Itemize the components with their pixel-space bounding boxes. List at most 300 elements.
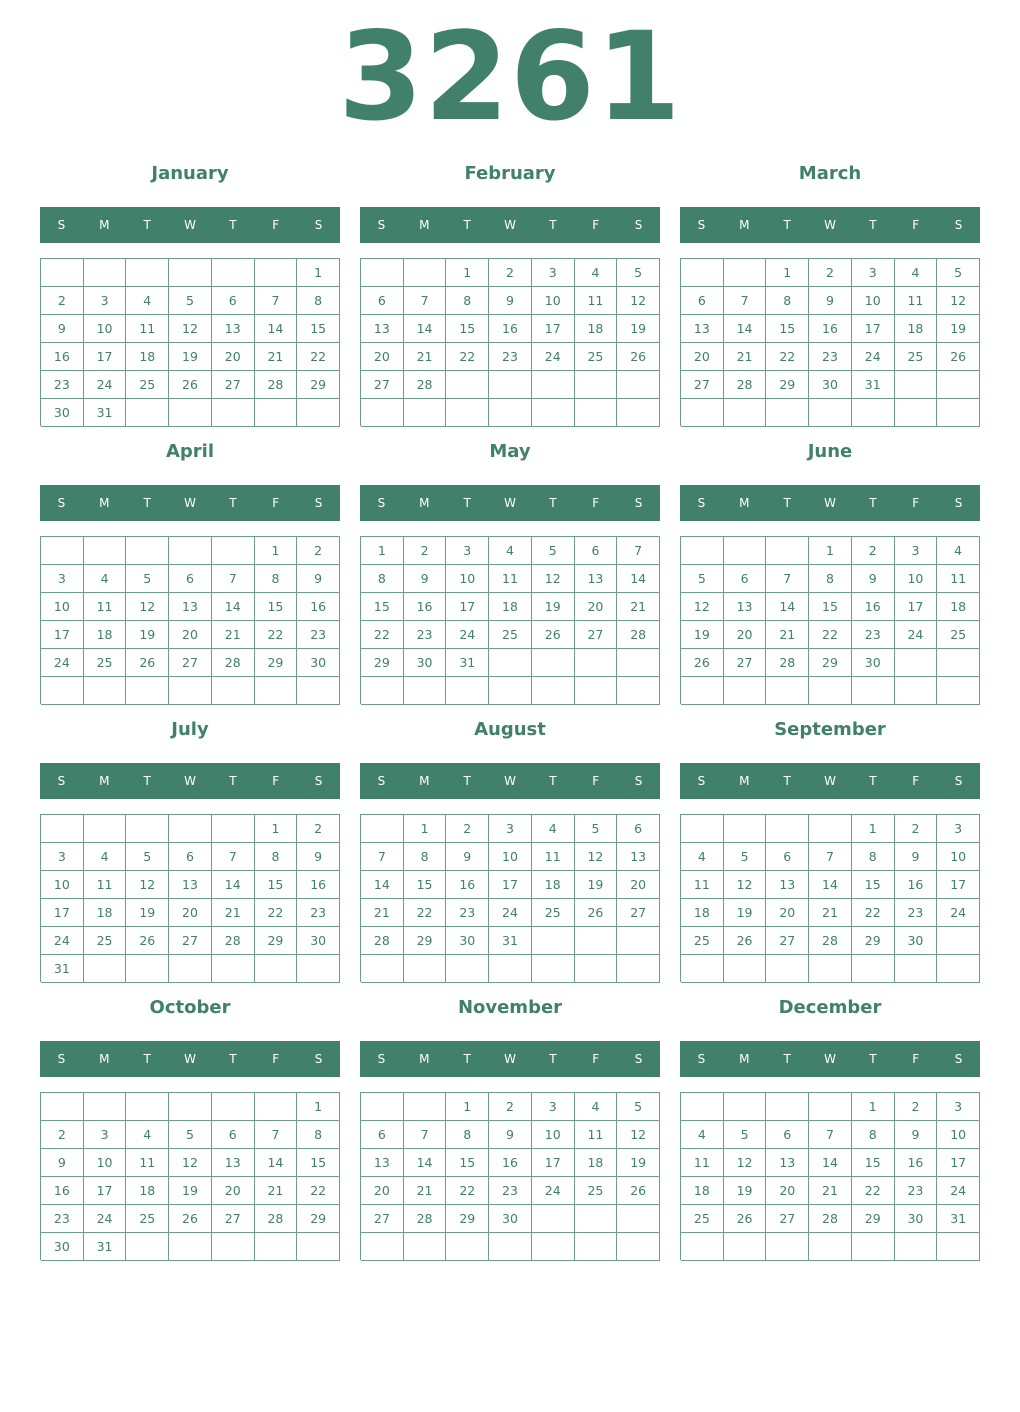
day-cell: 21	[617, 593, 660, 621]
empty-day-cell	[532, 1205, 575, 1233]
day-cell: 11	[489, 565, 532, 593]
weekday-label: F	[912, 496, 920, 510]
day-cell: 15	[255, 593, 298, 621]
empty-day-cell	[126, 537, 169, 565]
day-cell: 31	[937, 1205, 980, 1233]
day-cell: 27	[169, 927, 212, 955]
day-cell: 11	[532, 843, 575, 871]
days-grid	[360, 1092, 660, 1260]
empty-day-cell	[297, 399, 340, 427]
weekday-label: W	[184, 774, 196, 788]
day-cell: 23	[809, 343, 852, 371]
day-cell: 22	[297, 1177, 340, 1205]
weekday-label: T	[783, 774, 791, 788]
day-cell: 1	[255, 537, 298, 565]
empty-day-cell	[617, 399, 660, 427]
day-cell: 17	[41, 621, 84, 649]
day-cell: 22	[766, 343, 809, 371]
weekday-label: S	[314, 1052, 323, 1066]
day-cell: 22	[297, 343, 340, 371]
day-cell: 28	[212, 649, 255, 677]
day-cell: 29	[852, 1205, 895, 1233]
day-cell: 9	[404, 565, 447, 593]
day-cell: 11	[937, 565, 980, 593]
weekday-label: S	[954, 496, 963, 510]
day-cell: 10	[937, 843, 980, 871]
weekday-label: T	[869, 218, 877, 232]
weekday-label: W	[504, 774, 516, 788]
day-cell: 3	[852, 259, 895, 287]
empty-day-cell	[212, 815, 255, 843]
day-cell: 13	[212, 1149, 255, 1177]
weekday-label: S	[954, 1052, 963, 1066]
empty-day-cell	[361, 1093, 404, 1121]
day-cell: 18	[575, 315, 618, 343]
day-cell: 27	[361, 1205, 404, 1233]
weekday-label: T	[143, 1052, 151, 1066]
day-cell: 23	[895, 899, 938, 927]
day-cell: 29	[809, 649, 852, 677]
empty-day-cell	[724, 1233, 767, 1261]
day-cell: 21	[809, 1177, 852, 1205]
empty-day-cell	[895, 399, 938, 427]
day-cell: 10	[41, 871, 84, 899]
empty-day-cell	[255, 1233, 298, 1261]
day-cell: 14	[255, 1149, 298, 1177]
day-cell: 9	[41, 1149, 84, 1177]
day-cell: 19	[681, 621, 724, 649]
day-cell: 27	[681, 371, 724, 399]
day-cell: 18	[575, 1149, 618, 1177]
day-cell: 16	[404, 593, 447, 621]
day-cell: 17	[937, 1149, 980, 1177]
day-cell: 15	[852, 871, 895, 899]
empty-day-cell	[617, 677, 660, 705]
day-cell: 2	[489, 259, 532, 287]
day-cell: 15	[297, 1149, 340, 1177]
empty-day-cell	[297, 955, 340, 983]
day-cell: 27	[724, 649, 767, 677]
day-cell: 20	[724, 621, 767, 649]
day-cell: 18	[895, 315, 938, 343]
day-cell: 16	[852, 593, 895, 621]
day-cell: 7	[724, 287, 767, 315]
weekday-label: T	[783, 1052, 791, 1066]
empty-day-cell	[724, 259, 767, 287]
weekday-label: S	[954, 774, 963, 788]
day-cell: 30	[41, 1233, 84, 1261]
day-cell: 1	[766, 259, 809, 287]
weekday-label: F	[592, 496, 600, 510]
day-cell: 5	[681, 565, 724, 593]
day-cell: 17	[489, 871, 532, 899]
day-cell: 17	[852, 315, 895, 343]
empty-day-cell	[255, 259, 298, 287]
day-cell: 18	[532, 871, 575, 899]
weekday-label: W	[504, 1052, 516, 1066]
day-cell: 2	[297, 815, 340, 843]
empty-day-cell	[489, 371, 532, 399]
empty-day-cell	[575, 371, 618, 399]
empty-day-cell	[681, 955, 724, 983]
empty-day-cell	[809, 955, 852, 983]
empty-day-cell	[681, 677, 724, 705]
empty-day-cell	[852, 955, 895, 983]
day-cell: 15	[297, 315, 340, 343]
day-cell: 31	[84, 1233, 127, 1261]
day-cell: 9	[446, 843, 489, 871]
day-cell: 1	[852, 1093, 895, 1121]
empty-day-cell	[575, 1205, 618, 1233]
day-cell: 15	[766, 315, 809, 343]
day-cell: 3	[532, 1093, 575, 1121]
day-cell: 9	[489, 287, 532, 315]
day-cell: 10	[532, 1121, 575, 1149]
day-cell: 26	[169, 371, 212, 399]
empty-day-cell	[212, 259, 255, 287]
day-cell: 2	[297, 537, 340, 565]
day-cell: 6	[169, 565, 212, 593]
weekday-header	[360, 485, 660, 521]
day-cell: 29	[404, 927, 447, 955]
day-cell: 19	[532, 593, 575, 621]
day-cell: 26	[724, 1205, 767, 1233]
weekday-label: F	[592, 1052, 600, 1066]
day-cell: 3	[937, 1093, 980, 1121]
weekday-label: T	[229, 218, 237, 232]
day-cell: 19	[126, 899, 169, 927]
empty-day-cell	[361, 955, 404, 983]
empty-day-cell	[766, 1093, 809, 1121]
weekday-label: M	[739, 1052, 750, 1066]
empty-day-cell	[937, 927, 980, 955]
empty-day-cell	[852, 1233, 895, 1261]
empty-day-cell	[41, 815, 84, 843]
day-cell: 17	[937, 871, 980, 899]
weekday-label: S	[697, 1052, 706, 1066]
day-cell: 15	[852, 1149, 895, 1177]
day-cell: 26	[126, 649, 169, 677]
month-name: June	[807, 441, 853, 462]
day-cell: 7	[212, 565, 255, 593]
weekday-label: S	[57, 218, 66, 232]
day-cell: 23	[489, 1177, 532, 1205]
weekday-label: M	[739, 774, 750, 788]
day-cell: 4	[681, 843, 724, 871]
day-cell: 24	[84, 371, 127, 399]
empty-day-cell	[937, 677, 980, 705]
day-cell: 20	[212, 343, 255, 371]
empty-day-cell	[617, 927, 660, 955]
day-cell: 29	[255, 927, 298, 955]
day-cell: 5	[126, 843, 169, 871]
month-name: October	[149, 997, 231, 1018]
day-cell: 8	[446, 1121, 489, 1149]
weekday-label: F	[912, 1052, 920, 1066]
weekday-label: S	[377, 218, 386, 232]
day-cell: 25	[489, 621, 532, 649]
day-cell: 21	[404, 343, 447, 371]
month-name: May	[489, 441, 531, 462]
day-cell: 26	[681, 649, 724, 677]
empty-day-cell	[255, 399, 298, 427]
day-cell: 12	[126, 593, 169, 621]
weekday-label: W	[504, 218, 516, 232]
empty-day-cell	[937, 649, 980, 677]
weekday-label: F	[272, 1052, 280, 1066]
day-cell: 22	[361, 621, 404, 649]
empty-day-cell	[724, 1093, 767, 1121]
weekday-label: T	[143, 218, 151, 232]
day-cell: 6	[212, 287, 255, 315]
day-cell: 16	[297, 871, 340, 899]
empty-day-cell	[212, 1233, 255, 1261]
day-cell: 4	[937, 537, 980, 565]
weekday-header	[40, 1041, 340, 1077]
weekday-label: W	[824, 774, 836, 788]
days-grid	[680, 536, 980, 704]
day-cell: 21	[404, 1177, 447, 1205]
day-cell: 5	[724, 1121, 767, 1149]
empty-day-cell	[617, 955, 660, 983]
weekday-label: S	[377, 774, 386, 788]
empty-day-cell	[446, 677, 489, 705]
weekday-label: T	[143, 496, 151, 510]
empty-day-cell	[809, 399, 852, 427]
empty-day-cell	[575, 927, 618, 955]
day-cell: 5	[724, 843, 767, 871]
weekday-label: M	[419, 218, 430, 232]
day-cell: 25	[681, 1205, 724, 1233]
day-cell: 29	[852, 927, 895, 955]
day-cell: 25	[575, 343, 618, 371]
empty-day-cell	[766, 1233, 809, 1261]
day-cell: 26	[724, 927, 767, 955]
weekday-label: T	[143, 774, 151, 788]
day-cell: 24	[852, 343, 895, 371]
empty-day-cell	[126, 815, 169, 843]
day-cell: 25	[126, 1205, 169, 1233]
day-cell: 7	[766, 565, 809, 593]
day-cell: 31	[852, 371, 895, 399]
day-cell: 8	[766, 287, 809, 315]
day-cell: 29	[297, 371, 340, 399]
day-cell: 20	[766, 1177, 809, 1205]
day-cell: 20	[361, 343, 404, 371]
day-cell: 28	[212, 927, 255, 955]
day-cell: 17	[41, 899, 84, 927]
day-cell: 31	[489, 927, 532, 955]
day-cell: 8	[297, 287, 340, 315]
day-cell: 30	[489, 1205, 532, 1233]
weekday-label: M	[99, 496, 110, 510]
empty-day-cell	[809, 815, 852, 843]
day-cell: 27	[212, 1205, 255, 1233]
day-cell: 9	[809, 287, 852, 315]
day-cell: 15	[446, 315, 489, 343]
weekday-label: T	[869, 774, 877, 788]
weekday-header	[360, 1041, 660, 1077]
day-cell: 7	[809, 1121, 852, 1149]
day-cell: 30	[297, 649, 340, 677]
day-cell: 30	[297, 927, 340, 955]
day-cell: 26	[617, 343, 660, 371]
day-cell: 12	[575, 843, 618, 871]
weekday-label: S	[57, 774, 66, 788]
empty-day-cell	[255, 677, 298, 705]
weekday-label: M	[419, 774, 430, 788]
day-cell: 22	[809, 621, 852, 649]
weekday-label: S	[634, 774, 643, 788]
day-cell: 7	[255, 1121, 298, 1149]
day-cell: 17	[84, 343, 127, 371]
day-cell: 4	[681, 1121, 724, 1149]
day-cell: 18	[681, 1177, 724, 1205]
day-cell: 17	[446, 593, 489, 621]
day-cell: 27	[575, 621, 618, 649]
day-cell: 11	[681, 871, 724, 899]
day-cell: 6	[212, 1121, 255, 1149]
day-cell: 23	[297, 899, 340, 927]
day-cell: 1	[404, 815, 447, 843]
weekday-label: S	[697, 218, 706, 232]
day-cell: 21	[809, 899, 852, 927]
day-cell: 6	[361, 287, 404, 315]
empty-day-cell	[895, 649, 938, 677]
day-cell: 25	[126, 371, 169, 399]
empty-day-cell	[681, 815, 724, 843]
day-cell: 10	[532, 287, 575, 315]
weekday-label: T	[463, 496, 471, 510]
day-cell: 16	[489, 1149, 532, 1177]
weekday-label: T	[229, 774, 237, 788]
day-cell: 14	[212, 871, 255, 899]
weekday-label: S	[697, 774, 706, 788]
day-cell: 4	[489, 537, 532, 565]
day-cell: 22	[446, 1177, 489, 1205]
day-cell: 28	[809, 927, 852, 955]
day-cell: 4	[84, 843, 127, 871]
day-cell: 18	[84, 621, 127, 649]
day-cell: 13	[575, 565, 618, 593]
day-cell: 12	[169, 1149, 212, 1177]
weekday-header	[680, 485, 980, 521]
day-cell: 14	[724, 315, 767, 343]
weekday-header	[40, 763, 340, 799]
day-cell: 26	[126, 927, 169, 955]
empty-day-cell	[84, 677, 127, 705]
empty-day-cell	[126, 1093, 169, 1121]
day-cell: 22	[852, 1177, 895, 1205]
day-cell: 11	[575, 287, 618, 315]
month-name: February	[464, 163, 556, 184]
empty-day-cell	[169, 815, 212, 843]
month-name: July	[171, 719, 209, 740]
weekday-label: S	[377, 1052, 386, 1066]
day-cell: 10	[446, 565, 489, 593]
empty-day-cell	[895, 371, 938, 399]
month-name: December	[778, 997, 882, 1018]
day-cell: 29	[255, 649, 298, 677]
day-cell: 1	[297, 259, 340, 287]
day-cell: 4	[575, 1093, 618, 1121]
day-cell: 9	[41, 315, 84, 343]
empty-day-cell	[809, 677, 852, 705]
weekday-label: T	[869, 1052, 877, 1066]
day-cell: 31	[84, 399, 127, 427]
empty-day-cell	[532, 1233, 575, 1261]
weekday-label: T	[229, 1052, 237, 1066]
day-cell: 16	[895, 1149, 938, 1177]
empty-day-cell	[489, 1233, 532, 1261]
weekday-label: W	[184, 1052, 196, 1066]
day-cell: 5	[126, 565, 169, 593]
empty-day-cell	[126, 1233, 169, 1261]
weekday-label: S	[634, 1052, 643, 1066]
empty-day-cell	[212, 677, 255, 705]
day-cell: 28	[255, 371, 298, 399]
weekday-label: M	[99, 218, 110, 232]
days-grid	[40, 536, 340, 704]
day-cell: 28	[809, 1205, 852, 1233]
day-cell: 21	[212, 621, 255, 649]
day-cell: 16	[489, 315, 532, 343]
day-cell: 9	[895, 1121, 938, 1149]
month-name: March	[798, 163, 862, 184]
empty-day-cell	[489, 677, 532, 705]
day-cell: 11	[84, 593, 127, 621]
empty-day-cell	[446, 955, 489, 983]
empty-day-cell	[446, 1233, 489, 1261]
day-cell: 5	[532, 537, 575, 565]
day-cell: 27	[212, 371, 255, 399]
empty-day-cell	[532, 927, 575, 955]
empty-day-cell	[532, 955, 575, 983]
day-cell: 9	[895, 843, 938, 871]
day-cell: 24	[532, 343, 575, 371]
day-cell: 10	[84, 315, 127, 343]
weekday-label: W	[184, 218, 196, 232]
empty-day-cell	[126, 399, 169, 427]
day-cell: 19	[724, 1177, 767, 1205]
empty-day-cell	[575, 955, 618, 983]
day-cell: 13	[169, 593, 212, 621]
weekday-header	[40, 207, 340, 243]
day-cell: 23	[297, 621, 340, 649]
day-cell: 5	[575, 815, 618, 843]
weekday-header	[40, 485, 340, 521]
day-cell: 14	[617, 565, 660, 593]
empty-day-cell	[681, 1233, 724, 1261]
empty-day-cell	[617, 649, 660, 677]
day-cell: 29	[766, 371, 809, 399]
day-cell: 16	[297, 593, 340, 621]
day-cell: 4	[532, 815, 575, 843]
day-cell: 13	[617, 843, 660, 871]
day-cell: 3	[446, 537, 489, 565]
day-cell: 12	[169, 315, 212, 343]
empty-day-cell	[446, 371, 489, 399]
empty-day-cell	[724, 815, 767, 843]
day-cell: 16	[41, 343, 84, 371]
empty-day-cell	[724, 399, 767, 427]
day-cell: 2	[41, 287, 84, 315]
day-cell: 13	[169, 871, 212, 899]
day-cell: 6	[766, 1121, 809, 1149]
empty-day-cell	[617, 1205, 660, 1233]
day-cell: 18	[489, 593, 532, 621]
day-cell: 9	[489, 1121, 532, 1149]
